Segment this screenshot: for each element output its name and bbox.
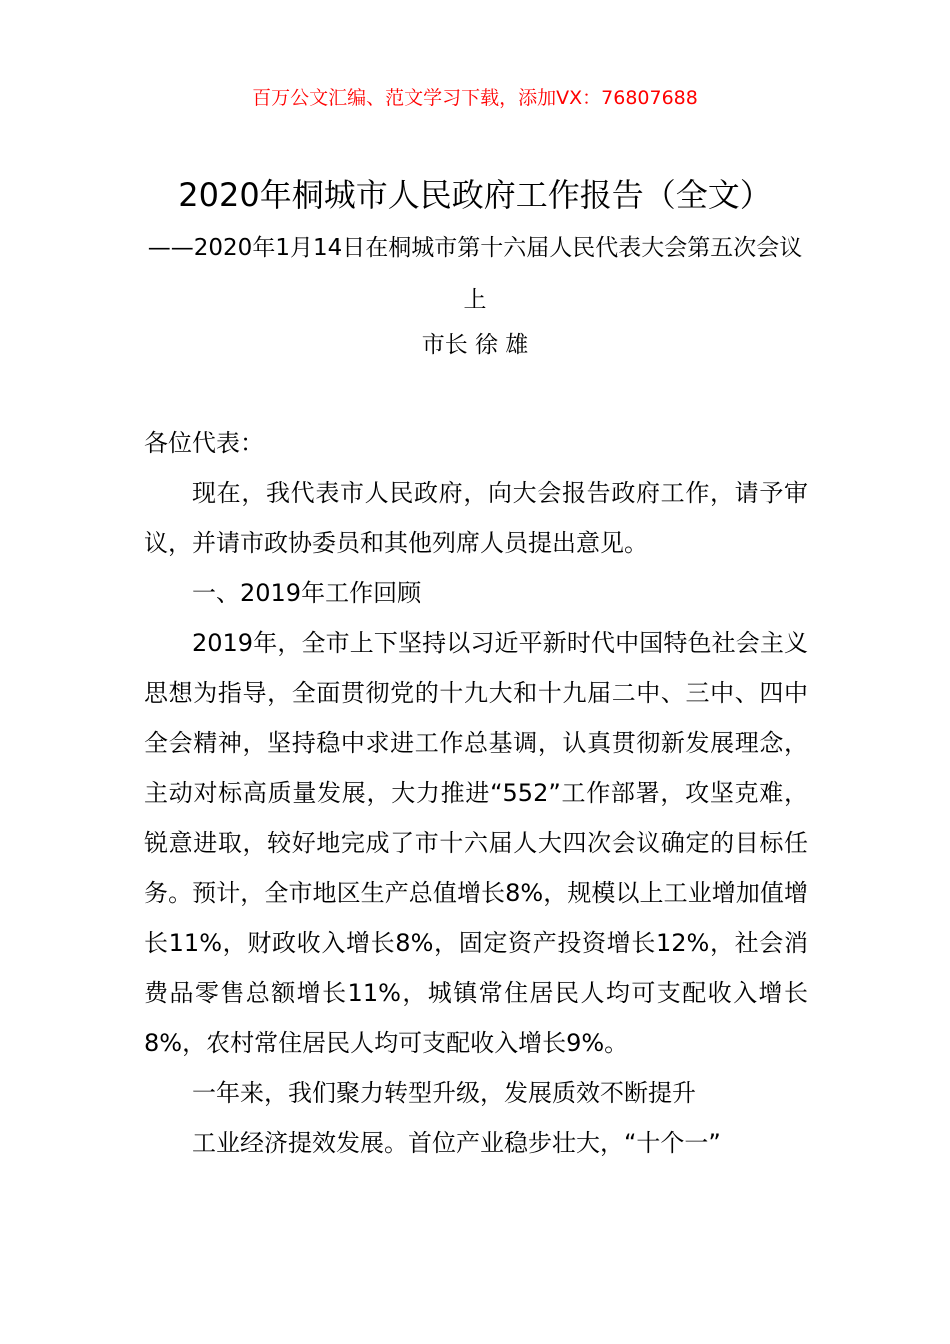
header-note: 百万公文汇编、范文学习下载，添加VX：76807688 <box>252 87 698 109</box>
document-body <box>144 418 808 1168</box>
document-subtitle: ——2020年1月14日在桐城市第十六届人民代表大会第五次会议上 <box>147 235 803 313</box>
salutation: 各位代表： <box>144 429 264 457</box>
paragraph-subheading: 一年来，我们聚力转型升级，发展质效不断提升 <box>192 1079 696 1107</box>
paragraph-review: 2019年，全市上下坚持以习近平新时代中国特色社会主义思想为指导，全面贯彻党的十九大和十九届二中、三中、四中全会精神，坚持稳中求进工作总基调，认真贯彻新发展理念，主动对标高质量发展，大力推进“552”工作部署，攻坚克难，锐意进取，较好地完成了市十六届人大四次会议确定的目标任务。预计，全市地区生产总值增长8%，规模以上工业增加值增长11%，财政收入增长8%，固定资产投资增长12%，社会消费品零售总额增长11%，城镇常住居民人均可支配收入增长8%，农村常住居民人均可支配收入增长9%。 <box>144 629 808 1057</box>
document-author: 市长 徐 雄 <box>421 332 529 358</box>
section-heading: 一、2019年工作回顾 <box>192 579 422 607</box>
paragraph-intro: 现在，我代表市人民政府，向大会报告政府工作，请予审议，并请市政协委员和其他列席人员提出意见。 <box>144 479 808 557</box>
document-title: 2020年桐城市人民政府工作报告（全文） <box>178 176 772 214</box>
paragraph-industry: 工业经济提效发展。首位产业稳步壮大，“十个一” <box>192 1129 721 1157</box>
